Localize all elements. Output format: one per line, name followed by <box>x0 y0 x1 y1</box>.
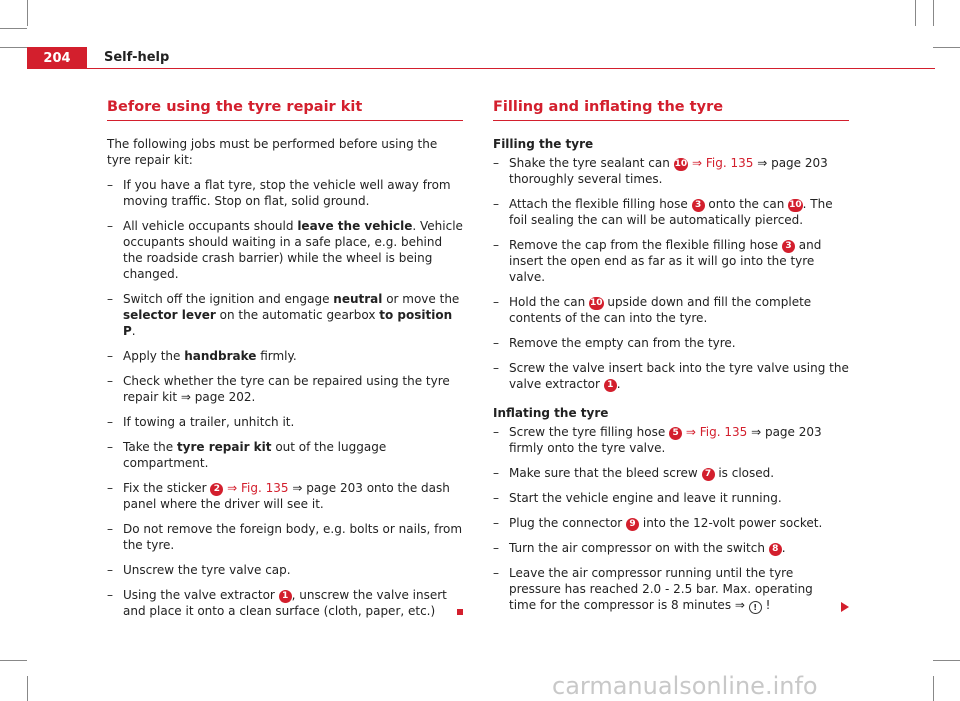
list-item: – All vehicle occupants should leave the vehicle. Vehicle occupants should waiting in a safe place, e.g. behind the roadside crash barrier) while the wheel is being changed. <box>107 219 463 281</box>
list-item: – Take the tyre repair kit out of the luggage compartment. <box>107 440 387 470</box>
callout-badge: 7 <box>702 468 715 481</box>
right-column <box>493 99 849 614</box>
callout-badge: 1 <box>279 590 292 603</box>
list-item: – If towing a trailer, unhitch it. <box>107 415 295 429</box>
end-of-section-marker <box>457 609 463 615</box>
list-item: – If you have a flat tyre, stop the vehicle well away from moving traffic. Stop on flat, solid ground. <box>107 178 451 208</box>
list-item: – Using the valve extractor 1 , unscrew the valve insert and place it onto a clean surface (cloth, paper, etc.) <box>107 587 463 619</box>
figure-link[interactable]: ⇒ Fig. 135 <box>682 425 748 439</box>
list-item: – Do not remove the foreign body, e.g. bolts or nails, from the tyre. <box>107 522 463 552</box>
caution-icon[interactable]: ! <box>749 601 762 614</box>
callout-badge: 10 <box>789 200 802 210</box>
list-item: – Check whether the tyre can be repaired using the tyre repair kit ⇒ page 202. <box>107 374 450 404</box>
list-item: – Turn the air compressor on with the switch 8 . <box>493 541 786 555</box>
list-item: – Start the vehicle engine and leave it running. <box>493 491 782 505</box>
prep-steps-list <box>107 177 463 619</box>
callout-badge: 10 <box>590 298 603 308</box>
callout-badge: 10 <box>674 159 688 169</box>
list-item: – Leave the air compressor running until the tyre pressure has reached 2.0 - 2.5 bar. Max. operating time for the compressor is 8 minutes ⇒ ! ! <box>493 565 849 614</box>
inflating-subheading: Inflating the tyre <box>493 406 609 420</box>
left-heading: Before using the tyre repair kit <box>107 99 463 121</box>
list-item: – Make sure that the bleed screw 7 is closed. <box>493 466 775 480</box>
section-title: Self-help <box>104 50 170 65</box>
callout-badge: 1 <box>604 379 617 392</box>
left-column <box>107 99 463 619</box>
crop-mark <box>933 660 960 661</box>
continue-arrow-icon <box>841 602 849 612</box>
crop-mark <box>27 0 28 26</box>
list-item: – Apply the handbrake firmly. <box>107 349 297 363</box>
filling-steps-list <box>493 155 849 392</box>
list-item: – Shake the tyre sealant can 10 ⇒ Fig. 135 ⇒ page 203 thoroughly several times. <box>493 156 828 186</box>
callout-badge: 5 <box>669 427 682 440</box>
callout-badge: 9 <box>626 518 639 531</box>
crop-mark <box>27 676 28 701</box>
list-item: – Plug the connector 9 into the 12-volt power socket. <box>493 516 823 530</box>
list-item: – Unscrew the tyre valve cap. <box>107 563 291 577</box>
list-item: – Attach the flexible filling hose 3 onto the can 10. The foil sealing the can will be automatically pierced. <box>493 197 833 227</box>
list-item: – Hold the can 10 upside down and fill the complete contents of the can into the tyre. <box>493 295 812 325</box>
watermark: carmanualsonline.info <box>552 672 818 700</box>
list-item: – Remove the empty can from the tyre. <box>493 336 736 350</box>
crop-mark <box>0 660 27 661</box>
list-item: – Fix the sticker 2 ⇒ Fig. 135 ⇒ page 203 onto the dash panel where the driver will see it. <box>107 481 450 511</box>
right-heading: Filling and inflating the tyre <box>493 99 849 121</box>
crop-mark <box>915 0 916 26</box>
crop-mark <box>933 47 960 48</box>
callout-badge: 3 <box>692 199 705 212</box>
inflating-steps-list <box>493 424 849 614</box>
list-item: – Screw the valve insert back into the tyre valve using the valve extractor 1 . <box>493 361 849 391</box>
intro-text: The following jobs must be performed before using the tyre repair kit: <box>107 137 438 167</box>
callout-badge: 8 <box>769 543 782 556</box>
callout-badge: 3 <box>782 240 795 253</box>
header-rule <box>87 68 935 69</box>
filling-subheading: Filling the tyre <box>493 137 594 151</box>
crop-mark <box>933 676 934 701</box>
page-number: 204 <box>27 47 87 69</box>
crop-mark <box>0 28 27 29</box>
figure-link[interactable]: ⇒ Fig. 135 <box>688 156 754 170</box>
crop-mark <box>933 0 934 26</box>
figure-link[interactable]: ⇒ Fig. 135 <box>223 481 289 495</box>
callout-badge: 2 <box>210 483 223 496</box>
crop-mark <box>0 47 27 48</box>
list-item: – Remove the cap from the flexible filling hose 3 and insert the open end as far as it will go into the tyre valve. <box>493 238 822 284</box>
list-item: – Switch off the ignition and engage neutral or move the selector lever on the automatic gearbox to position P. <box>107 292 460 338</box>
list-item: – Screw the tyre filling hose 5 ⇒ Fig. 135 ⇒ page 203 firmly onto the tyre valve. <box>493 425 822 455</box>
